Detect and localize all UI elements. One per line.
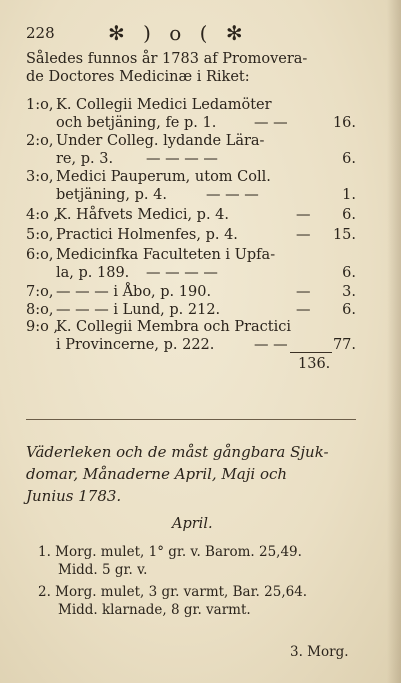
entry-value: 15. [332, 227, 356, 243]
entry-6 [26, 246, 356, 282]
entry-dashes: — [296, 227, 311, 243]
entry-text: Medicinfka Faculteten i Upfa- [56, 247, 276, 263]
observation-2-line-1: 2. Morg. mulet, 3 gr. varmt, Bar. 25,64. [38, 584, 308, 600]
entry-number: 8:o, [26, 302, 54, 318]
month-heading: April. [172, 516, 213, 532]
entry-number: 4:o , [26, 207, 59, 223]
entry-number: 5:o, [26, 227, 54, 243]
entry-text: K. Håfvets Medici, p. 4. [56, 207, 230, 223]
observation-1-line-1: 1. Morg. mulet, 1° gr. v. Barom. 25,49. [38, 544, 302, 560]
entry-dashes: — [296, 207, 311, 223]
entry-value: 6. [342, 265, 356, 281]
entry-text-cont: i Provincerne, p. 222. [56, 337, 215, 353]
entry-8 [26, 301, 356, 319]
entry-dashes: — [296, 302, 311, 318]
entry-value: 3. [342, 284, 356, 300]
section-title-line-1: Väderleken och de måst gångbara Sjuk- [26, 443, 329, 461]
entry-number: 9:o , [26, 319, 59, 335]
entry-2 [26, 132, 356, 168]
entry-value: 6. [342, 302, 356, 318]
entry-text-cont: la, p. 189. [56, 265, 130, 281]
entry-number: 7:o, [26, 284, 54, 300]
entry-text: Under Colleg. lydande Lära- [56, 133, 265, 149]
header-ornament: ✻ ) o ( ✻ [108, 21, 249, 45]
entry-3 [26, 168, 356, 204]
entry-dashes: — — — — [146, 265, 218, 281]
entry-value: 6. [342, 207, 356, 223]
entry-dashes: — — [254, 337, 288, 353]
entry-value: 16. [332, 115, 356, 131]
entry-text: Practici Holmenfes, p. 4. [56, 227, 238, 243]
entry-text-cont: betjäning, p. 4. [56, 187, 167, 203]
observation-2-line-2: Midd. klarnade, 8 gr. varmt. [58, 602, 251, 618]
entry-dashes: — — — — [146, 151, 218, 167]
entry-value: 77. [332, 337, 356, 353]
entry-dashes: — — — [206, 187, 259, 203]
page-edge-shadow [387, 0, 401, 683]
entry-text: — — — i Lund, p. 212. [56, 302, 221, 318]
entry-dashes: — [296, 284, 311, 300]
entry-number: 1:o, [26, 97, 54, 113]
catchword: 3. Morg. [290, 644, 349, 660]
entry-text: K. Collegii Membra och Practici [56, 319, 292, 335]
entry-1 [26, 96, 356, 132]
entry-value: 1. [342, 187, 356, 203]
entry-number: 2:o, [26, 133, 54, 149]
entry-dashes: — — [254, 115, 288, 131]
entry-text: K. Collegii Medici Ledamöter [56, 97, 272, 113]
entry-number: 6:o, [26, 247, 54, 263]
section-title-line-3: Junius 1783. [26, 487, 122, 505]
entry-9 [26, 318, 356, 354]
page-number: 228 [26, 24, 55, 42]
sum-rule [290, 352, 332, 353]
entry-number: 3:o, [26, 169, 54, 185]
entry-7 [26, 283, 356, 301]
intro-line-1: Således funnos år 1783 af Promovera- [26, 51, 308, 67]
entry-text: Medici Pauperum, utom Coll. [56, 169, 271, 185]
entry-4 [26, 206, 356, 224]
entry-5 [26, 226, 356, 244]
entry-text: — — — i Åbo, p. 190. [56, 284, 212, 300]
section-divider [26, 419, 356, 420]
entry-value: 6. [342, 151, 356, 167]
observation-1-line-2: Midd. 5 gr. v. [58, 562, 148, 578]
section-title-line-2: domar, Månaderne April, Maji och [26, 465, 288, 483]
page-header [26, 21, 373, 46]
entry-text-cont: och betjäning, fe p. 1. [56, 115, 217, 131]
intro-line-2: de Doctores Medicinæ i Riket: [26, 69, 250, 85]
entry-text-cont: re, p. 3. [56, 151, 114, 167]
sum-total: 136. [298, 356, 331, 372]
